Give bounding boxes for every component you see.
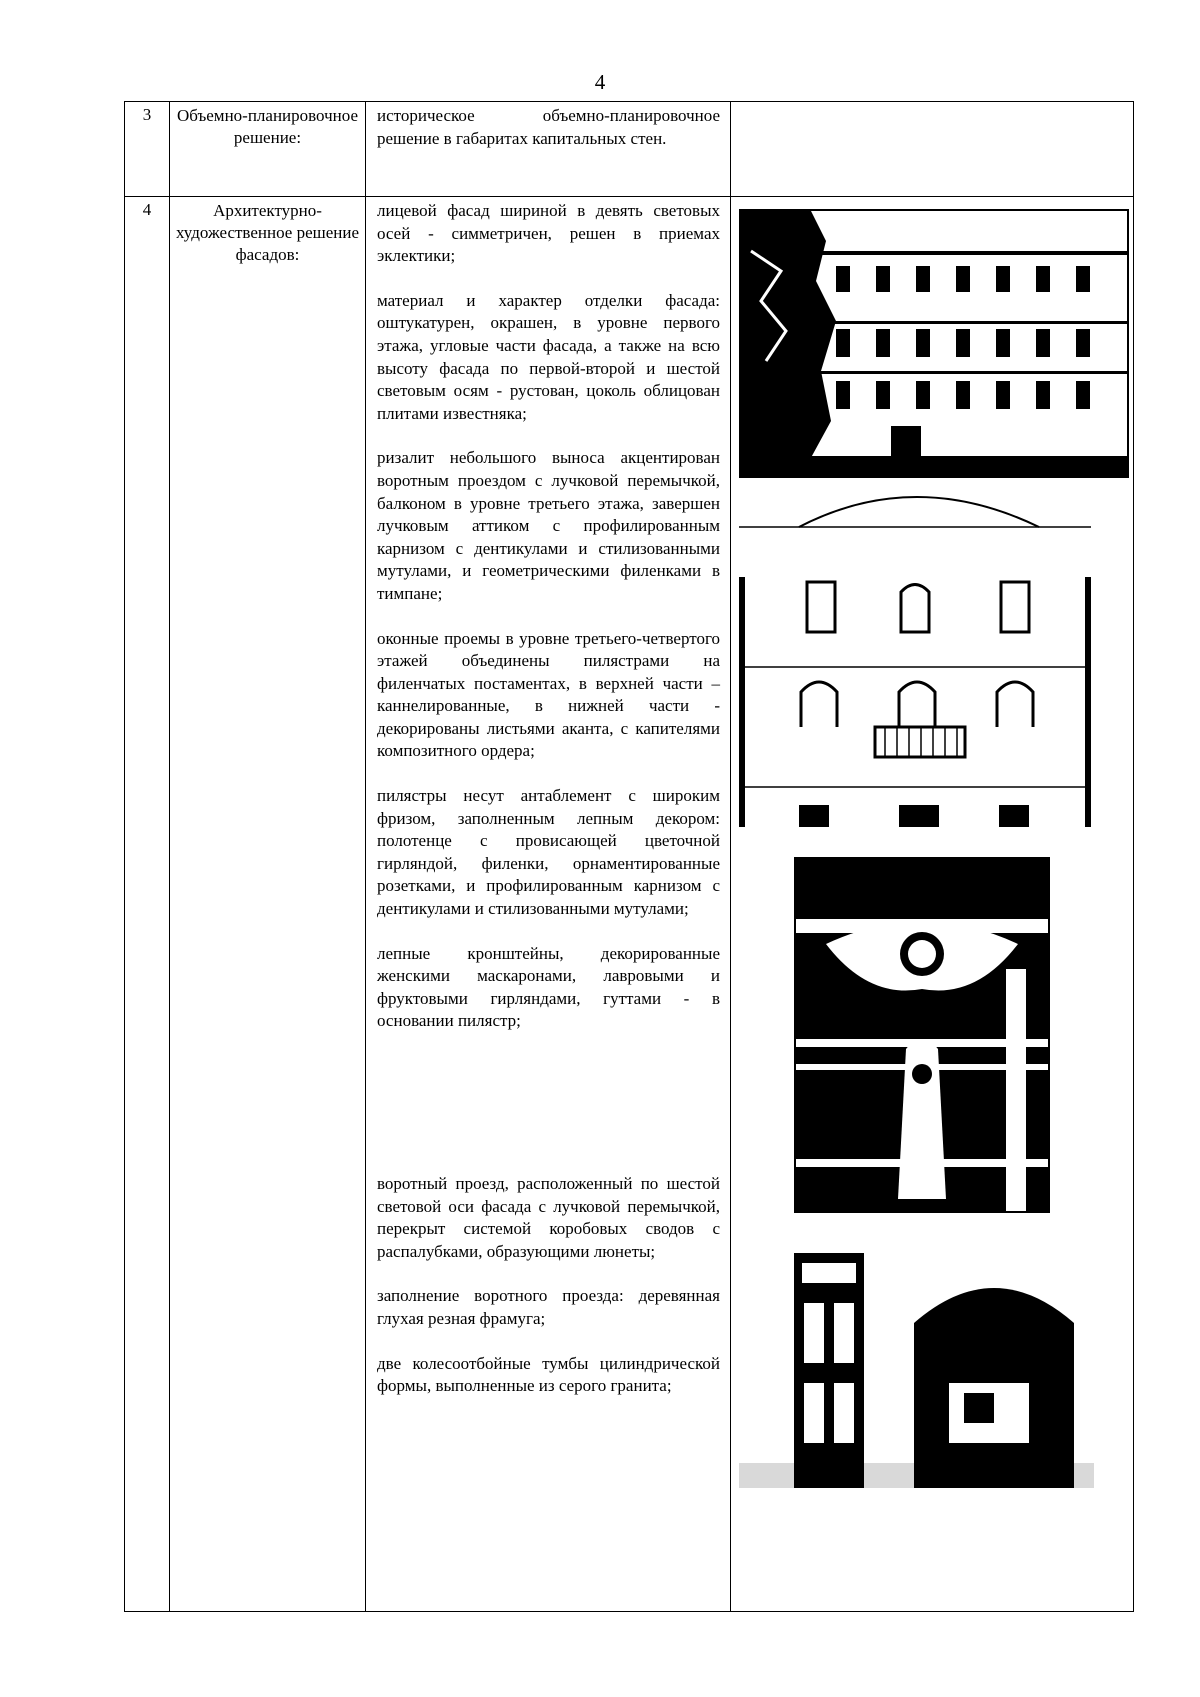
description-paragraph: лепные кронштейны, декорированные женскими маскаронами, лавровыми и фруктовыми гирляндами, гуттами - в основании пилястр; bbox=[377, 943, 720, 1031]
page-number: 4 bbox=[594, 70, 606, 94]
gateway-photo-icon bbox=[739, 1233, 1094, 1488]
description-paragraph: заполнение воротного проезда: деревянная глухая резная фрамуга; bbox=[377, 1286, 720, 1328]
stucco-decor-photo-icon bbox=[794, 857, 1050, 1213]
facade-photo-icon bbox=[739, 209, 1129, 478]
row-number: 3 bbox=[125, 102, 170, 197]
table-row bbox=[125, 197, 1134, 1612]
description-paragraph: воротный проезд, расположенный по шестой световой оси фасада с лучковой перемычкой, перекрыт системой коробовых сводов с распалубками, образующими люнеты; bbox=[377, 1174, 720, 1261]
row-images bbox=[731, 197, 1134, 1612]
description-paragraph: две колесоотбойные тумбы цилиндрической формы, выполненные из серого гранита; bbox=[377, 1353, 720, 1396]
monument-description-table bbox=[124, 101, 1134, 1612]
description-paragraph: оконные проемы в уровне третьего-четвертого этажей объединены пилястрами на филенчатых постаментах, в верхней части – каннелированные, в нижней части - декорированы листьями аканта, с капителями композитного ордера; bbox=[377, 628, 720, 761]
row-description bbox=[366, 102, 731, 197]
row-images bbox=[731, 102, 1134, 197]
row-number: 4 bbox=[125, 197, 170, 1612]
row-description bbox=[366, 197, 731, 1612]
description-paragraph: лицевой фасад шириной в девять световых осей - симметричен, решен в приемах эклектики; bbox=[377, 201, 720, 266]
description-paragraph: историческое объемно-планировочное решение в габаритах капитальных стен. bbox=[377, 106, 720, 148]
table-row bbox=[125, 102, 1134, 197]
risalit-photo-icon bbox=[739, 487, 1091, 827]
row-title: Архитектурно-художественное решение фасадов: bbox=[170, 197, 366, 1612]
row-title: Объемно-планировочное решение: bbox=[170, 102, 366, 197]
description-paragraph: ризалит небольшого выноса акцентирован воротным проездом с лучковой перемычкой, балконом в уровне третьего этажа, завершен лучковым аттиком с профилированным карнизом с дентикулами и стилизованными мутулами, и геометрическими филенками в тимпане; bbox=[377, 448, 720, 603]
description-paragraph: материал и характер отделки фасада: оштукатурен, окрашен, в уровне первого этажа, угловые части фасада, а также на всю высоту фасада по первой-второй и шестой световым осям - рустован, цоколь облицован плитами известняка; bbox=[377, 290, 720, 423]
description-paragraph: пилястры несут антаблемент с широким фризом, заполненным лепным декором: полотенце с провисающей цветочной гирляндой, филенки, орнаментированные розетками, и профилированным карнизом с дентикулами и стилизованными мутулами; bbox=[377, 786, 720, 919]
